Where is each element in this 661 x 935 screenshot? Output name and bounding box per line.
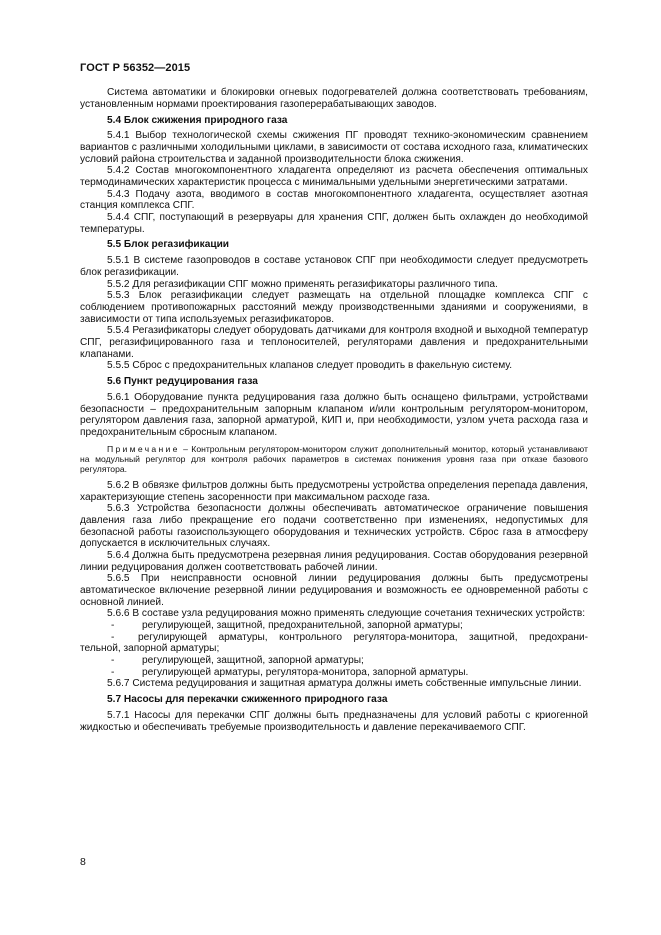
- list-dash: -: [111, 619, 115, 631]
- list-item-text: регулирующей арматуры, контрольного регулятора-монитора, защитной, предохрани-: [138, 631, 588, 643]
- paragraph-5-5-2: 5.5.2 Для регазификации СПГ можно применять регазификаторы различного типа.: [107, 278, 498, 290]
- list-item-text: регулирующей, защитной, предохранительной, запорной арматуры;: [142, 619, 463, 631]
- note: [80, 444, 588, 475]
- page-number: 8: [80, 856, 86, 868]
- paragraph-5-6-5: 5.6.5 При неисправности основной линии редуцирования должны быть предусмотрены автоматическое включение резервной линии редуцирования и возможность ее одновременной работы с основной линией.: [80, 573, 588, 608]
- section-heading-5-7: 5.7 Насосы для перекачки сжиженного природного газа: [107, 694, 388, 706]
- paragraph-5-4-3: 5.4.3 Подачу азота, вводимого в состав многокомпонентного хладагента, осуществляет азотная станция комплекса СПГ.: [80, 188, 588, 212]
- paragraph-5-4-4: 5.4.4 СПГ, поступающий в резервуары для хранения СПГ, должен быть охлажден до необходимой температуры.: [80, 211, 588, 235]
- list-item: [80, 667, 588, 679]
- list-dash: -: [111, 666, 115, 678]
- paragraph-5-6-3: 5.6.3 Устройства безопасности должны обеспечивать автоматическое ограничение повышения давления газа либо прекращение его подачи соответственно при изменениях, недопустимых для безопасной работы газоиспользующего оборудования и технических устройств. Сброс газа в атмосферу допускается в исключительных случаях.: [80, 503, 588, 550]
- paragraph-5-5-4: 5.5.4 Регазификаторы следует оборудовать датчиками для контроля входной и выходной температур СПГ, регазифицированного газа и теплоносителей, регуляторами давления и предохранительными клапанами.: [80, 325, 588, 360]
- document-header: ГОСТ Р 56352—2015: [80, 62, 191, 74]
- list-item: [80, 655, 588, 667]
- paragraph-5-4-2: 5.4.2 Состав многокомпонентного хладагента определяют из расчета обеспечения оптимальных термодинамических характеристик процесса с минимальными удельными энергетическими затратами.: [80, 165, 588, 188]
- paragraph-5-6-4: 5.6.4 Должна быть предусмотрена резервная линия редуцирования. Состав оборудования резервной линии редуцирования должен соответствовать рабочей линии.: [80, 550, 588, 573]
- section-heading-5-6: 5.6 Пункт редуцирования газа: [107, 376, 258, 388]
- list-item-text: регулирующей арматуры, регулятора-монитора, запорной арматуры.: [142, 666, 469, 678]
- list-item: [80, 632, 588, 655]
- document-body: [80, 87, 588, 733]
- paragraph-5-6-6: 5.6.6 В составе узла редуцирования можно применять следующие сочетания технических устройств:: [107, 608, 586, 620]
- list-item-text-continued: тельной, запорной арматуры;: [80, 643, 220, 655]
- note-label: Примечание: [107, 443, 180, 454]
- list-item: [80, 620, 588, 632]
- paragraph: Система автоматики и блокировки огневых подогревателей должна соответствовать требованиям, установленным нормами проектирования газоперерабатывающих заводов.: [80, 87, 588, 110]
- paragraph-5-4-1: 5.4.1 Выбор технологической схемы сжижения ПГ проводят технико-экономическим сравнением вариантов с различными холодильными циклами, в зависимости от состава исходного газа, климатических условий района строительства и заданной производительности блока сжижения.: [80, 130, 588, 165]
- paragraph-5-6-7: 5.6.7 Система редуцирования и защитная арматура должны иметь собственные импульсные линии.: [107, 678, 582, 690]
- list-dash: -: [111, 631, 115, 643]
- paragraph-5-6-2: 5.6.2 В обвязке фильтров должны быть предусмотрены устройства определения перепада давления, характеризующие степень засоренности при максимальном расходе газа.: [80, 480, 588, 503]
- section-heading-5-5: 5.5 Блок регазификации: [107, 239, 230, 251]
- paragraph-5-5-5: 5.5.5 Сброс с предохранительных клапанов следует проводить в факельную систему.: [107, 360, 513, 372]
- paragraph-5-5-3: 5.5.3 Блок регазификации следует размещать на отдельной площадке комплекса СПГ с соблюдением противопожарных расстояний между производственными зданиями и сооружениями, в зависимости от типа используемых регазификаторов.: [80, 290, 588, 325]
- paragraph-5-7-1: 5.7.1 Насосы для перекачки СПГ должны быть предназначены для условий работы с криогенной жидкостью и обеспечивать требуемые производительность и давление перекачиваемого СПГ.: [80, 709, 588, 733]
- section-heading-5-4: 5.4 Блок сжижения природного газа: [107, 114, 288, 126]
- paragraph-5-6-1: 5.6.1 Оборудование пункта редуцирования газа должно быть оснащено фильтрами, устройствами безопасности – предохранительным запорным клапаном и/или контрольным регулятором-монитором, регулятором давления газа, запорной арматурой, КИП и, при необходимости, узлом учета расхода газа и предохранительным сбросным клапаном.: [80, 391, 588, 438]
- note-text: – Контрольным регулятором-монитором служит дополнительный монитор, который устанавливают на модульный регулятор для контроля рабочих параметров в системах понижения уровня газа при отказе базового регулятора.: [80, 443, 588, 474]
- list-item-text: регулирующей, защитной, запорной арматуры;: [142, 654, 364, 666]
- list-dash: -: [111, 654, 115, 666]
- paragraph-5-5-1: 5.5.1 В системе газопроводов в составе установок СПГ при необходимости следует предусмотреть блок регазификации.: [80, 255, 588, 278]
